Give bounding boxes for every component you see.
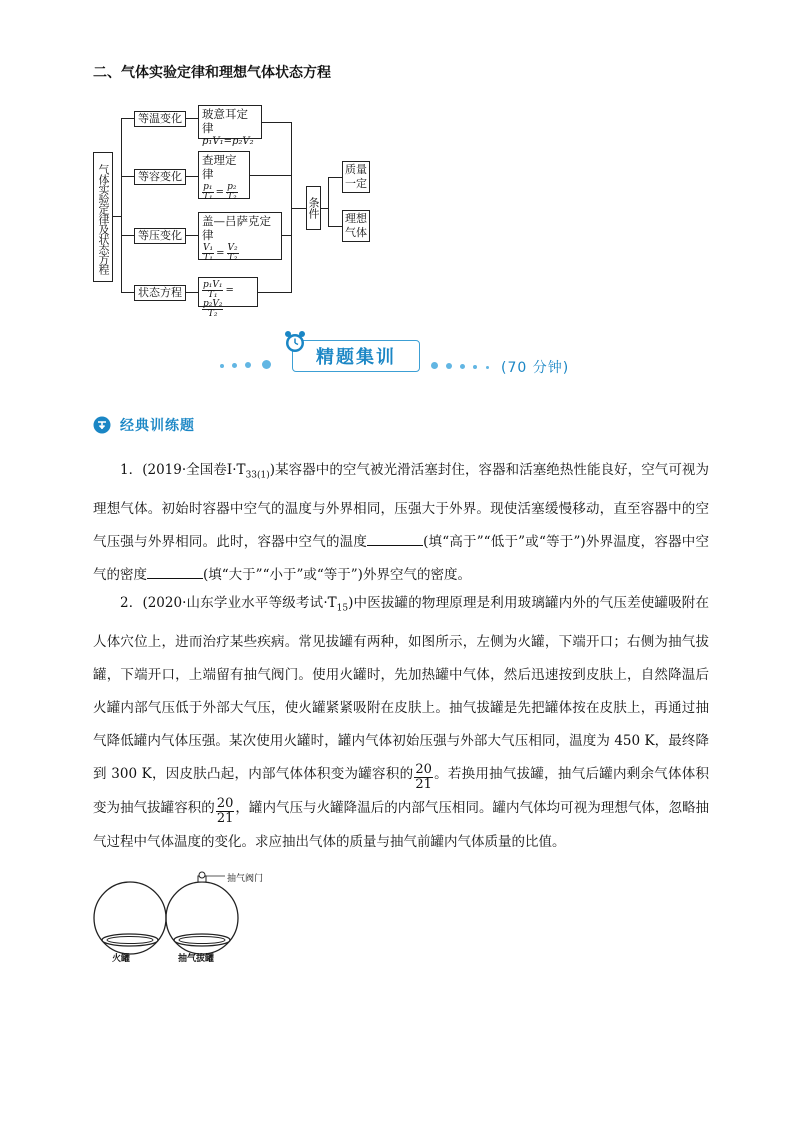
connector [121,118,122,292]
fraction: $\frac{20}{21}$ [415,761,432,792]
law-equation: p₁V₁=p₂V₂ [202,136,254,147]
connector [262,122,292,123]
connector [121,292,134,293]
law-name: 查理定律 [202,153,237,181]
law-gay-lussac: 盖—吕萨克定律 $\frac{\text{V₁}}{\text{T₁}}$ = $\frac{\text{V₂}}{\text{T₂}}$ [198,212,282,260]
connector [328,226,342,227]
exercise-icon [93,416,111,434]
connector [121,176,134,177]
question-1: 1．(2019·全国卷$Ⅰ\cdot T_{33(1)}$)某容器中的空气被光滑活塞封住，容器和活塞绝热性能良好，空气可视为理想气体。初始时容器中空气的温度与外界相同，压强大于外界。现使活塞缓慢移动，直至容器中的空气压强与外界相同。此时，容器中空气的温度 (填“高于”“低于”或“等于”)外界温度，容器中空气的密度 (填“大于”“小于”或“等于”)外界空气的密度。 [93,462,709,583]
category-isochoric: 等容变化 [134,169,186,185]
connector [328,177,329,227]
fraction: $\frac{\text{p₁}}{\text{T₁}}$ [203,182,213,202]
result-mass-constant: 质量一定 [342,161,370,193]
dot [473,365,477,369]
time-limit: (70 分钟) [501,360,570,376]
fraction: $\frac{\text{p₂V₂}}{\text{T₂}}$ [203,299,223,319]
connector [328,177,342,178]
banner-title: 精题集训 [316,347,396,368]
fraction: $\frac{\text{p₁V₁}}{\text{T₁}}$ [203,280,223,300]
subsection-title: 经典训练题 [120,418,195,434]
dot [262,360,271,369]
law-charles: 查理定律 $\frac{\text{p₁}}{\text{T₁}}$ = $\frac{\text{p₂}}{\text{T₂}}$ [198,151,250,199]
connector [121,235,134,236]
connector [186,292,198,293]
fraction: $\frac{\text{p₂}}{\text{T₂}}$ [227,182,237,202]
dot [460,364,465,369]
category-state-equation: 状态方程 [134,285,186,301]
law-state-equation: $\frac{\text{p₁V₁}}{\text{T₁}}$ = $\frac{\text{p₂V₂}}{\text{T₂}}$ [198,277,258,307]
answer-blank [367,531,423,546]
connector [250,175,292,176]
fraction: $\frac{\text{V₁}}{\text{T₁}}$ [203,243,214,263]
label-valve: 抽气阀门 [227,874,264,884]
dot [446,363,452,369]
question-2: 2．(2020·山东学业水平等级考试$\cdot T_{15}$)中医拔罐的物理原理是利用玻璃罐内外的气压差使罐吸附在人体穴位上，进而治疗某些疾病。常见拔罐有两种，如图所示，左侧为火罐，下端开口；右侧为抽气拔罐，下端开口，上端留有抽气阀门。使用火罐时，先加热罐中气体，然后迅速按到皮肤上，自然降温后火罐内部气压低于外部大气压，使火罐紧紧吸附在皮肤上。抽气拔罐是先把罐体按在皮肤上，再通过抽气降低罐内气体压强。某次使用火罐时，罐内气体初始压强与外部大气压相同，温度为 450 K，最终降到 300 K，因皮肤凸起，内部气体体积变为罐容积的 $\frac{20}{21}$ 。若换用抽气拔罐，抽气后罐内剩余气体体积变为抽气拔罐容积的 $\frac{20}{21}$ ，罐内气压与火罐降温后的内部气压相同。罐内气体均可视为理想气体，忽略抽气过程中气体温度的变化。求应抽出气体的质量与抽气前罐内气体质量的比值。 [93,595,710,850]
dot [245,362,251,368]
connector [186,176,198,177]
category-isobaric: 等压变化 [134,228,186,244]
fraction: $\frac{\text{V₂}}{\text{T₂}}$ [227,243,238,263]
result-ideal-gas: 理想气体 [342,210,370,242]
label-suction-jar: 抽气拔罐 [178,954,215,964]
dot [486,366,489,369]
section-title: 二、气体实验定律和理想气体状态方程 [93,65,331,81]
connector [121,118,134,119]
connector [291,208,306,209]
cupping-jars-figure [90,868,290,968]
category-isothermal: 等温变化 [134,111,186,127]
condition-box: 条件 [306,186,321,230]
law-name: 玻意耳定律 [202,107,248,135]
law-name: 盖—吕萨克定律 [202,214,271,242]
label-fire-jar: 火罐 [112,954,131,964]
answer-blank [147,564,203,579]
connector [186,235,198,236]
dot [431,362,438,369]
dot [232,363,237,368]
law-boyle [198,105,262,147]
connector [258,292,292,293]
diagram-root: 气体实验定律及状态方程 [93,152,113,282]
connector [186,118,198,119]
dot [220,364,224,368]
fraction: $\frac{20}{21}$ [216,795,234,826]
connector [321,208,328,209]
